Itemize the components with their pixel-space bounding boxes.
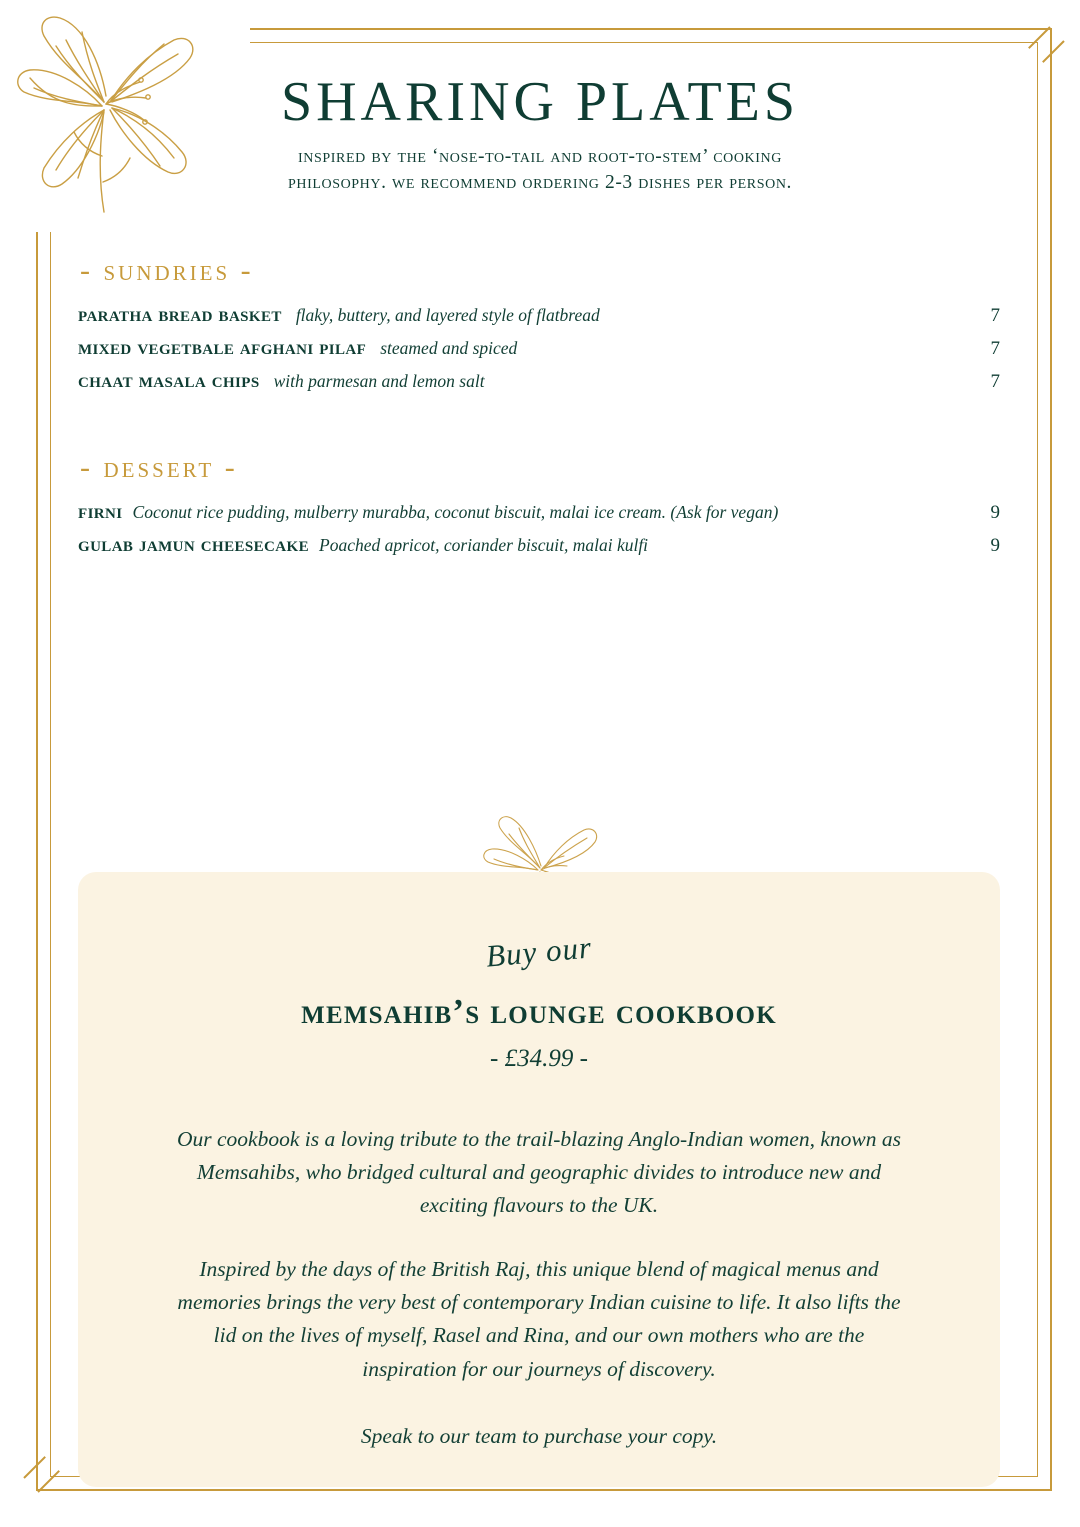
cookbook-paragraph-3: Speak to our team to purchase your copy. [360, 1423, 718, 1448]
cookbook-eyebrow: Buy our [484, 929, 594, 974]
cookbook-promo-panel [78, 872, 1000, 1487]
corner-notch-top-right-secondary [1028, 26, 1051, 49]
menu-item-price: 7 [990, 371, 1000, 392]
menu-item-description: flaky, buttery, and layered style of flatbread [295, 305, 600, 325]
cookbook-paragraph-1: Our cookbook is a loving tribute to the trail-blazing Anglo-Indian women, known as Memsahibs, who bridged cultural and geographic divides to introduce new and exciting flavours to the UK. [177, 1126, 901, 1218]
corner-notch-bottom-left-secondary [37, 1470, 60, 1493]
cookbook-price: - £34.99 - [490, 1045, 588, 1072]
menu-item-row [78, 499, 1000, 524]
section-title-sundries: - sundries - [80, 254, 254, 287]
menu-header [0, 72, 1080, 196]
section-title-dessert: - dessert - [80, 451, 238, 484]
header-subtitle-line-1: inspired by the ‘nose-to-tail and root-to-stem’ cooking [298, 145, 782, 167]
menu-sections [78, 254, 1000, 565]
menu-item-row [78, 532, 1000, 557]
menu-item-name: chaat masala chips [78, 368, 260, 392]
menu-item-price: 7 [990, 338, 1000, 359]
menu-item-description: Poached apricot, coriander biscuit, malai kulfi [319, 535, 649, 555]
menu-item-name: mixed vegetbale afghani pilaf [78, 335, 367, 359]
menu-item-description: steamed and spiced [380, 338, 518, 358]
cookbook-paragraph-2: Inspired by the days of the British Raj, this unique blend of magical menus and memories brings the very best of contemporary Indian cuisine to life. It also lifts the lid on the lives of myself, Rasel and Rina, and our own mothers who are the inspiration for our journeys of discovery. [177, 1256, 901, 1381]
menu-item-row [78, 368, 1000, 393]
menu-item-row [78, 335, 1000, 360]
corner-notch-bottom-left [23, 1456, 46, 1479]
cookbook-title: memsahib’s lounge cookbook [301, 992, 777, 1031]
menu-item-description: with parmesan and lemon salt [273, 371, 485, 391]
header-subtitle [180, 144, 900, 197]
menu-item-row [78, 302, 1000, 327]
menu-item-name: paratha bread basket [78, 302, 282, 326]
page-title: SHARING PLATES [280, 71, 800, 133]
menu-item-name: firni [78, 499, 123, 523]
menu-item-name: gulab jamun cheesecake [78, 532, 309, 556]
menu-item-price: 7 [990, 305, 1000, 326]
menu-item-description: Coconut rice pudding, mulberry murabba, coconut biscuit, malai ice cream. (Ask for vegan) [132, 502, 779, 522]
header-subtitle-line-2: philosophy. we recommend ordering 2-3 dishes per person. [287, 171, 793, 193]
menu-item-price: 9 [990, 535, 1000, 556]
corner-notch-top-right [1042, 40, 1065, 63]
menu-item-price: 9 [990, 502, 1000, 523]
